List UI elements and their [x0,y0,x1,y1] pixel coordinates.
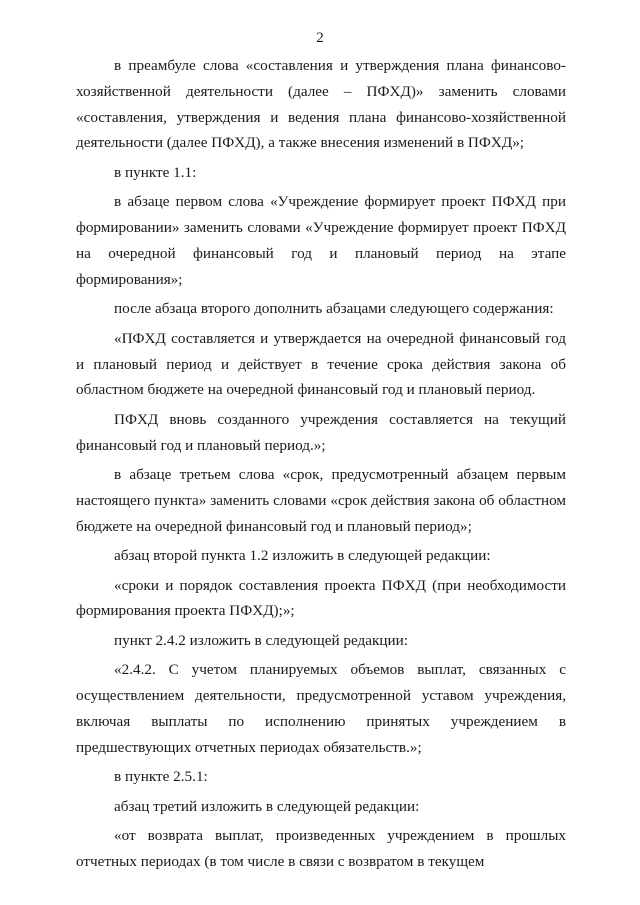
paragraph: «2.4.2. С учетом планируемых объемов выплат, связанных с осуществлением деятельности, предусмотренной уставом учреждения, включая выплаты по исполнению принятых учреждением в предшествующих отчетных периодах обязательств.»; [76,661,566,756]
paragraph: в пункте 2.5.1: [114,768,208,786]
paragraph: «ПФХД составляется и утверждается на очередной финансовый год и плановый период и действует в течение срока действия закона об областном бюджете на очередной финансовый год и плановый период. [76,329,566,399]
paragraph: пункт 2.4.2 изложить в следующей редакции: [114,631,408,649]
paragraph: абзац второй пункта 1.2 изложить в следующей редакции: [114,547,491,565]
paragraph: в преамбуле слова «составления и утверждения плана финансово-хозяйственной деятельности (далее – ПФХД)» заменить словами «составления, утверждения и ведения плана финансово-хозяйственной деятельности (далее ПФХД), а также внесения изменений в ПФХД»; [76,57,566,152]
paragraph: ПФХД вновь созданного учреждения составляется на текущий финансовый год и плановый период.»; [76,410,566,454]
paragraph: в пункте 1.1: [114,163,197,181]
document-body [76,53,566,879]
paragraph: «от возврата выплат, произведенных учреждением в прошлых отчетных периодах (в том числе в связи с возвратом в текущем [76,827,566,871]
paragraph: после абзаца второго дополнить абзацами следующего содержания: [114,300,554,318]
page-number: 2 [316,30,324,46]
paragraph: абзац третий изложить в следующей редакции: [114,797,420,815]
paragraph: в абзаце первом слова «Учреждение формирует проект ПФХД при формировании» заменить словами «Учреждение формирует проект ПФХД на очередной финансовый год и плановый период на этапе формирования»; [76,193,566,288]
paragraph: «сроки и порядок составления проекта ПФХД (при необходимости формирования проекта ПФХД);»; [76,576,566,620]
paragraph: в абзаце третьем слова «срок, предусмотренный абзацем первым настоящего пункта» заменить словами «срок действия закона об областном бюджете на очередной финансовый год и плановый период»; [76,466,566,535]
